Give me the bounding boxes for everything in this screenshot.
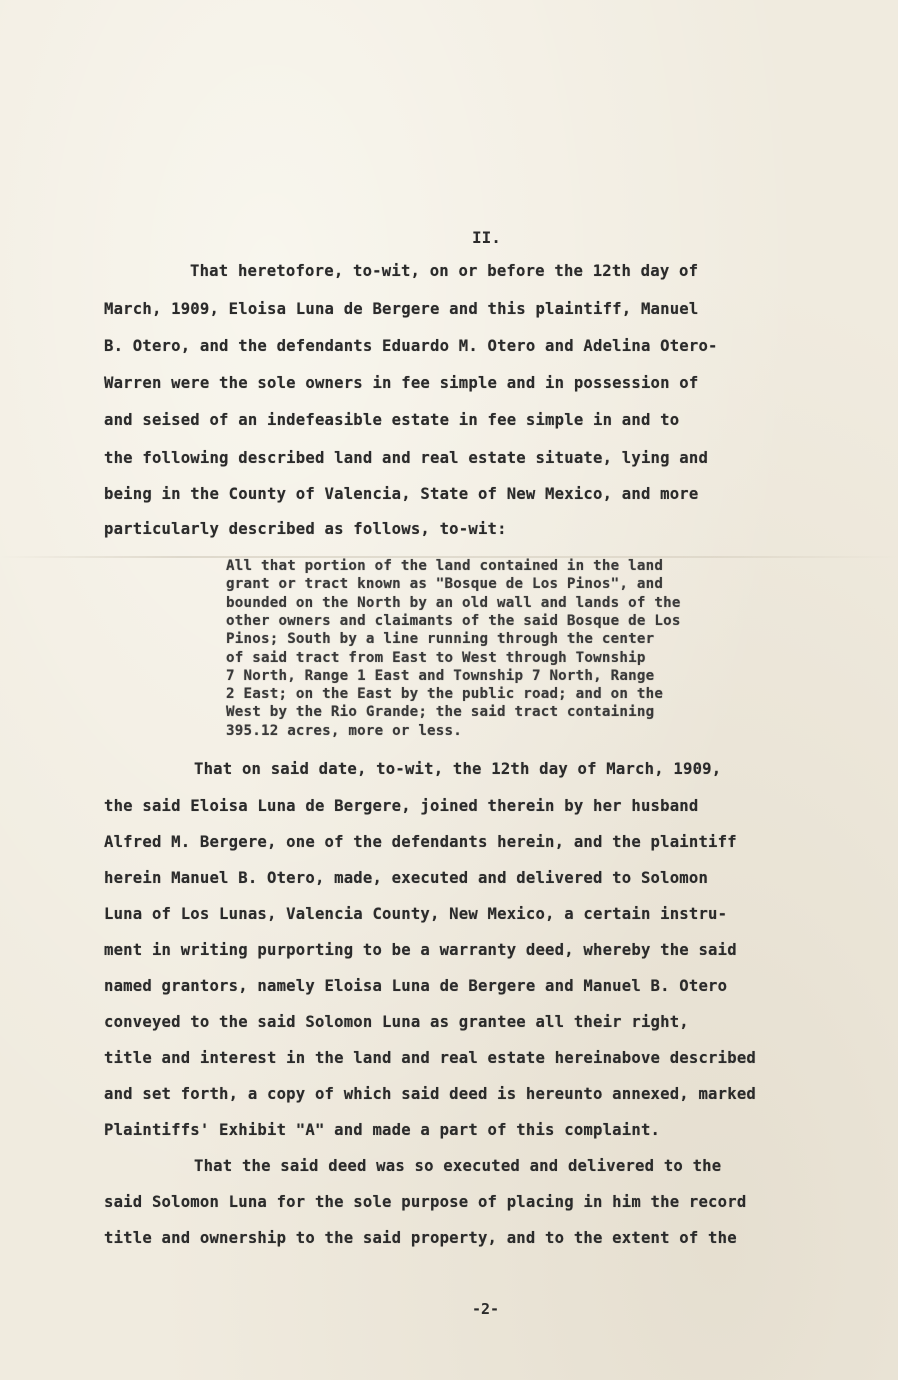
land-description-line: 395.12 acres, more or less.: [226, 723, 463, 739]
paragraph2-line: herein Manuel B. Otero, made, executed and delivered to Solomon: [104, 869, 709, 887]
paragraph1-line: Warren were the sole owners in fee simple and in possession of: [104, 374, 699, 392]
paragraph2-line: Plaintiffs' Exhibit "A" and made a part of this complaint.: [104, 1121, 661, 1139]
paragraph2-line: Alfred M. Bergere, one of the defendants herein, and the plaintiff: [104, 833, 737, 851]
paragraph1-line: That heretofore, to-wit, on or before the 12th day of: [190, 262, 699, 280]
paragraph1-line: being in the County of Valencia, State of New Mexico, and more: [104, 485, 699, 503]
paragraph1-line: and seised of an indefeasible estate in fee simple in and to: [104, 411, 680, 429]
paragraph1-line: particularly described as follows, to-wit:: [104, 520, 507, 538]
land-description-line: grant or tract known as "Bosque de Los Pinos", and: [226, 576, 664, 592]
section-heading: II.: [472, 228, 501, 247]
paragraph1-line: B. Otero, and the defendants Eduardo M. Otero and Adelina Otero-: [104, 337, 718, 355]
paragraph2-line: conveyed to the said Solomon Luna as grantee all their right,: [104, 1013, 689, 1031]
paragraph1-line: March, 1909, Eloisa Luna de Bergere and this plaintiff, Manuel: [104, 300, 699, 318]
land-description-line: Pinos; South by a line running through the center: [226, 631, 655, 647]
paragraph3-line: title and ownership to the said property, and to the extent of the: [104, 1229, 737, 1247]
paragraph2-line: That on said date, to-wit, the 12th day of March, 1909,: [194, 760, 722, 778]
paragraph2-line: Luna of Los Lunas, Valencia County, New Mexico, a certain instru-: [104, 905, 728, 923]
paragraph3-line: That the said deed was so executed and delivered to the: [194, 1157, 722, 1175]
land-description-line: of said tract from East to West through Township: [226, 650, 646, 666]
paragraph2-line: and set forth, a copy of which said deed is hereunto annexed, marked: [104, 1085, 756, 1103]
page-number: -2-: [472, 1300, 500, 1318]
paragraph2-line: ment in writing purporting to be a warranty deed, whereby the said: [104, 941, 737, 959]
paragraph1-line: the following described land and real estate situate, lying and: [104, 449, 709, 467]
land-description-line: other owners and claimants of the said Bosque de Los: [226, 613, 681, 629]
land-description-line: All that portion of the land contained in the land: [226, 558, 664, 574]
paragraph2-line: named grantors, namely Eloisa Luna de Bergere and Manuel B. Otero: [104, 977, 728, 995]
paragraph2-line: the said Eloisa Luna de Bergere, joined therein by her husband: [104, 797, 699, 815]
land-description-line: 7 North, Range 1 East and Township 7 North, Range: [226, 668, 655, 684]
paragraph2-line: title and interest in the land and real estate hereinabove described: [104, 1049, 756, 1067]
land-description-line: bounded on the North by an old wall and lands of the: [226, 595, 681, 611]
land-description-line: 2 East; on the East by the public road; and on the: [226, 686, 664, 702]
paragraph3-line: said Solomon Luna for the sole purpose of placing in him the record: [104, 1193, 747, 1211]
land-description-line: West by the Rio Grande; the said tract containing: [226, 704, 655, 720]
